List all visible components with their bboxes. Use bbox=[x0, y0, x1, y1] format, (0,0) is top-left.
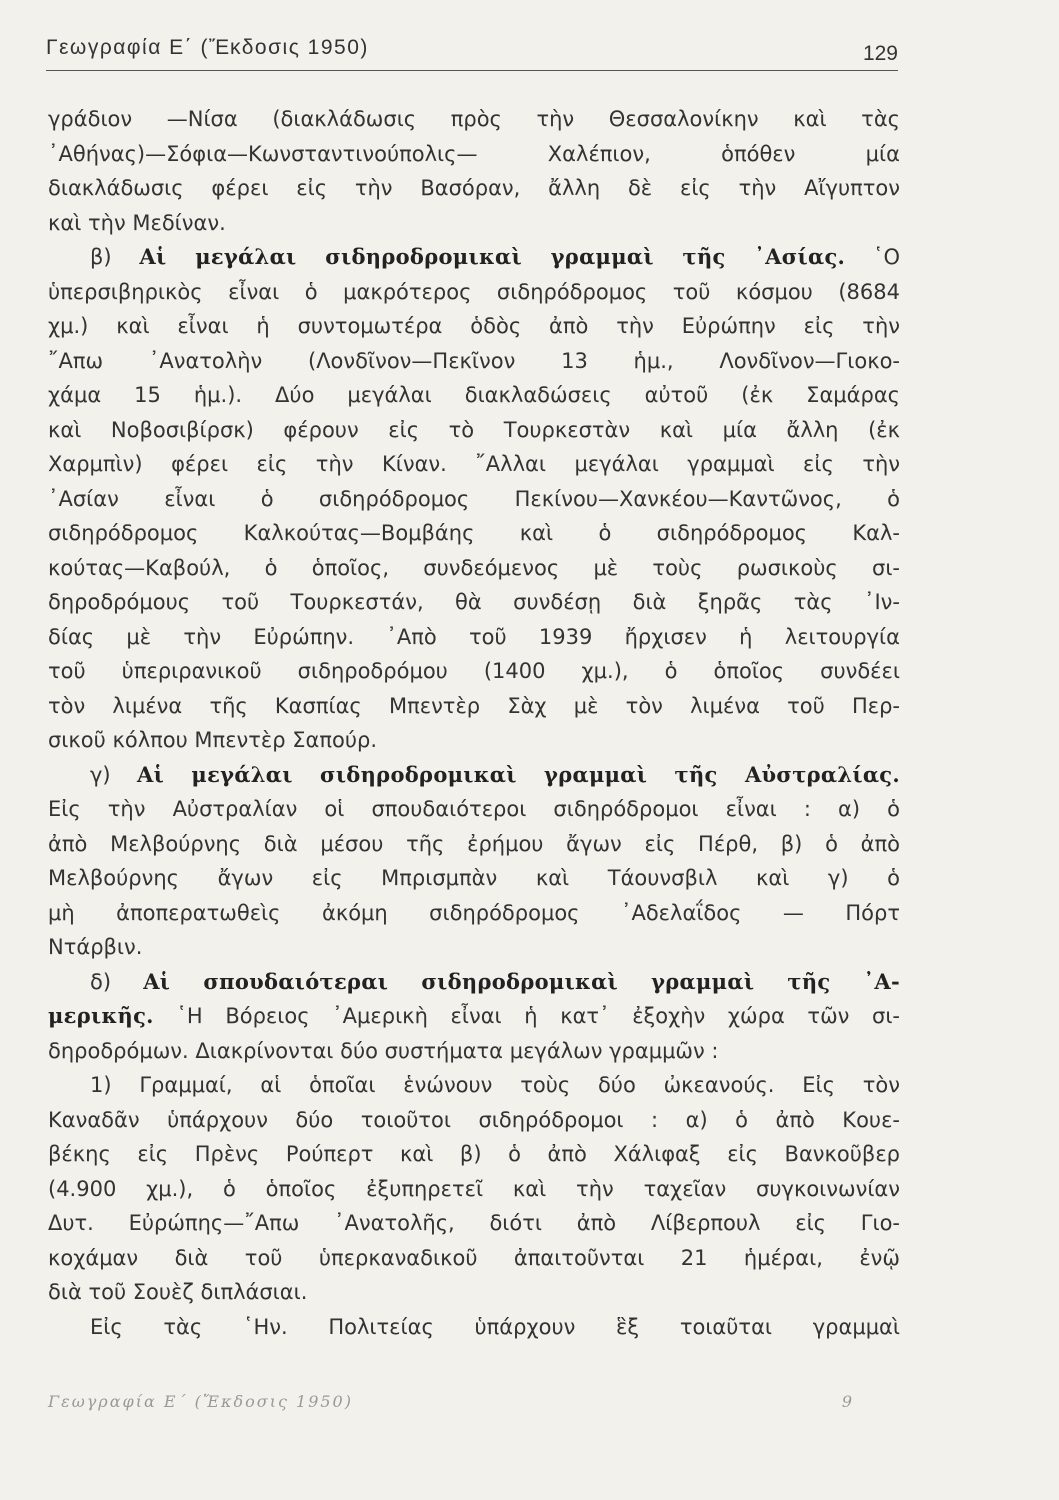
line-text: β) bbox=[90, 245, 140, 269]
line-text: Εἰς τὴν Αὐστραλίαν οἱ σπουδαιότεροι σιδηρόδρομοι εἶναι : α) ὁ bbox=[48, 797, 900, 821]
text-line bbox=[48, 585, 900, 620]
line-text: ῎Απω ᾿Ανατολὴν (Λονδῖνον—Πεκῖνον 13 ἡμ., Λονδῖνον—Γιοκο- bbox=[48, 348, 900, 373]
footer bbox=[48, 1392, 900, 1422]
line-text: κούτας—Καβούλ, ὁ ὁποῖος, συνδεόμενος μὲ τοὺς ρωσικοὺς σι- bbox=[48, 555, 900, 580]
text-line bbox=[48, 723, 900, 758]
line-text: κοχάμαν διὰ τοῦ ὑπερκαναδικοῦ ἀπαιτοῦνται 21 ἡμέραι, ἐνῷ bbox=[48, 1245, 900, 1270]
section-heading: Αἱ σπουδαιότεραι σιδηροδρομικαὶ γραμμαὶ τῆς ᾿Α- bbox=[143, 968, 900, 994]
text-line bbox=[48, 999, 900, 1034]
text-line bbox=[48, 896, 900, 931]
line-text: μὴ ἀποπερατωθεὶς ἀκόμη σιδηρόδρομος ᾿Αδελαΐδος — Πόρτ bbox=[48, 900, 900, 925]
text-line bbox=[48, 861, 900, 896]
header-title: Γεωγραφία Ε΄ (Ἔκδοσις 1950) bbox=[46, 36, 369, 59]
text-line bbox=[48, 1103, 900, 1138]
line-text: 1) Γραμμαί, αἱ ὁποῖαι ἑνώνουν τοὺς δύο ὠκεανούς. Εἰς τὸν bbox=[90, 1073, 900, 1097]
line-text: διὰ τοῦ Σουὲζ διπλάσιαι. bbox=[48, 1280, 308, 1304]
text-line bbox=[48, 1241, 900, 1276]
line-text: ῾Ο bbox=[845, 245, 900, 269]
line-text: τοῦ ὑπεριρανικοῦ σιδηροδρόμου (1400 χμ.), ὁ ὁποῖος συνδέει bbox=[48, 659, 900, 683]
line-text: σιδηρόδρομος Καλκούτας—Βομβάης καὶ ὁ σιδηρόδρομος Καλ- bbox=[48, 521, 900, 545]
line-text: δηροδρόμων. Διακρίνονται δύο συστήματα μεγάλων γραμμῶν : bbox=[48, 1038, 719, 1063]
page-number: 129 bbox=[862, 42, 898, 65]
section-heading: Αἱ μεγάλαι σιδηροδρομικαὶ γραμμαὶ τῆς Αὐστραλίας. bbox=[137, 761, 901, 787]
text-line bbox=[48, 102, 900, 137]
text-line bbox=[48, 551, 900, 586]
line-text: Εἰς τὰς ῾Ην. Πολιτείας ὑπάρχουν ἓξ τοιαῦται γραμμαὶ bbox=[90, 1314, 900, 1339]
line-text: καὶ Νοβοσιβίρσκ) φέρουν εἰς τὸ Τουρκεστὰν καὶ μία ἄλλη (ἐκ bbox=[48, 417, 900, 442]
text-line bbox=[48, 689, 900, 724]
line-text: γ) bbox=[90, 762, 138, 787]
text-line bbox=[48, 930, 900, 965]
text-line bbox=[48, 309, 900, 344]
line-text: καὶ τὴν Μεδίναν. bbox=[48, 210, 226, 235]
line-text: ὑπερσιβηρικὸς εἶναι ὁ μακρότερος σιδηρόδρομος τοῦ κόσμου (8684 bbox=[48, 279, 900, 304]
line-text: δηροδρόμους τοῦ Τουρκεστάν, θὰ συνδέσῃ διὰ ξηρᾶς τὰς ᾿Ιν- bbox=[48, 590, 900, 614]
line-text: Χαρμπὶν) φέρει εἰς τὴν Κίναν. ῎Αλλαι μεγάλαι γραμμαὶ εἰς τὴν bbox=[48, 452, 900, 476]
line-text: δίας μὲ τὴν Εὐρώπην. ᾿Απὸ τοῦ 1939 ἤρχισεν ἡ λειτουργία bbox=[48, 624, 900, 649]
signature-mark: 9 bbox=[841, 1392, 852, 1411]
text-line bbox=[48, 275, 900, 310]
text-line bbox=[48, 965, 900, 1000]
text-line bbox=[48, 758, 900, 793]
line-text: γράδιον —Νίσα (διακλάδωσις πρὸς τὴν Θεσσαλονίκην καὶ τὰς bbox=[48, 107, 900, 131]
text-line bbox=[48, 1172, 900, 1207]
line-text: (4.900 χμ.), ὁ ὁποῖος ἐξυπηρετεῖ καὶ τὴν ταχεῖαν συγκοινωνίαν bbox=[48, 1176, 900, 1201]
text-line bbox=[48, 413, 900, 448]
text-line bbox=[48, 1206, 900, 1241]
line-text: τὸν λιμένα τῆς Κασπίας Μπεντὲρ Σὰχ μὲ τὸν λιμένα τοῦ Περ- bbox=[48, 693, 900, 718]
body-text bbox=[48, 102, 900, 1344]
text-line bbox=[48, 1275, 900, 1310]
line-text: Ντάρβιν. bbox=[48, 935, 143, 959]
text-line bbox=[48, 1310, 900, 1345]
text-line bbox=[48, 620, 900, 655]
text-line bbox=[48, 1034, 900, 1069]
section-heading: μερικῆς. bbox=[48, 1003, 154, 1028]
line-text: χάμα 15 ἡμ.). Δύο μεγάλαι διακλαδώσεις αὐτοῦ (ἐκ Σαμάρας bbox=[48, 383, 900, 407]
line-text: διακλάδωσις φέρει εἰς τὴν Βασόραν, ἄλλη δὲ εἰς τὴν Αἴγυπτον bbox=[48, 176, 900, 200]
text-line bbox=[48, 447, 900, 482]
line-text: χμ.) καὶ εἶναι ἡ συντομωτέρα ὁδὸς ἀπὸ τὴν Εὐρώπην εἰς τὴν bbox=[48, 314, 900, 338]
footer-title: Γεωγραφία Ε΄ (Ἔκδοσις 1950) bbox=[48, 1392, 353, 1411]
text-line bbox=[48, 1068, 900, 1103]
text-line bbox=[48, 792, 900, 827]
text-line bbox=[48, 171, 900, 206]
text-line bbox=[48, 378, 900, 413]
text-line bbox=[48, 482, 900, 517]
line-text: βέκης εἰς Πρὲνς Ρούπερτ καὶ β) ὁ ἀπὸ Χάλιφαξ εἰς Βανκοῦβερ bbox=[48, 1142, 900, 1166]
text-line bbox=[48, 137, 900, 172]
line-text: ᾿Ασίαν εἶναι ὁ σιδηρόδρομος Πεκίνου—Χανκέου—Καντῶνος, ὁ bbox=[48, 486, 900, 511]
text-line bbox=[48, 206, 900, 241]
text-line bbox=[48, 516, 900, 551]
running-header bbox=[46, 30, 898, 71]
line-text: ἀπὸ Μελβούρνης διὰ μέσου τῆς ἐρήμου ἄγων εἰς Πέρθ, β) ὁ ἀπὸ bbox=[48, 831, 900, 856]
text-line bbox=[48, 344, 900, 379]
line-text: δ) bbox=[90, 969, 144, 994]
text-line bbox=[48, 827, 900, 862]
line-text: Μελβούρνης ἄγων εἰς Μπρισμπὰν καὶ Τάουνσβιλ καὶ γ) ὁ bbox=[48, 866, 900, 890]
text-line bbox=[48, 654, 900, 689]
text-line bbox=[48, 1137, 900, 1172]
text-line bbox=[48, 240, 900, 275]
line-text: σικοῦ κόλπου Μπεντὲρ Σαπούρ. bbox=[48, 728, 378, 752]
section-heading: Αἱ μεγάλαι σιδηροδρομικαὶ γραμμαὶ τῆς ᾿Ασίας. bbox=[139, 244, 846, 269]
line-text: ᾿Αθήνας)—Σόφια—Κωνσταντινούπολις— Χαλέπιον, ὁπόθεν μία bbox=[48, 141, 900, 166]
line-text: ῾Η Βόρειος ᾿Αμερικὴ εἶναι ἡ κατ᾿ ἐξοχὴν χώρα τῶν σι- bbox=[153, 1004, 900, 1028]
line-text: Καναδᾶν ὑπάρχουν δύο τοιοῦτοι σιδηρόδρομοι : α) ὁ ἀπὸ Κουε- bbox=[48, 1107, 900, 1132]
line-text: Δυτ. Εὐρώπης—῎Απω ᾿Ανατολῆς, διότι ἀπὸ Λίβερπουλ εἰς Γιο- bbox=[48, 1211, 900, 1235]
